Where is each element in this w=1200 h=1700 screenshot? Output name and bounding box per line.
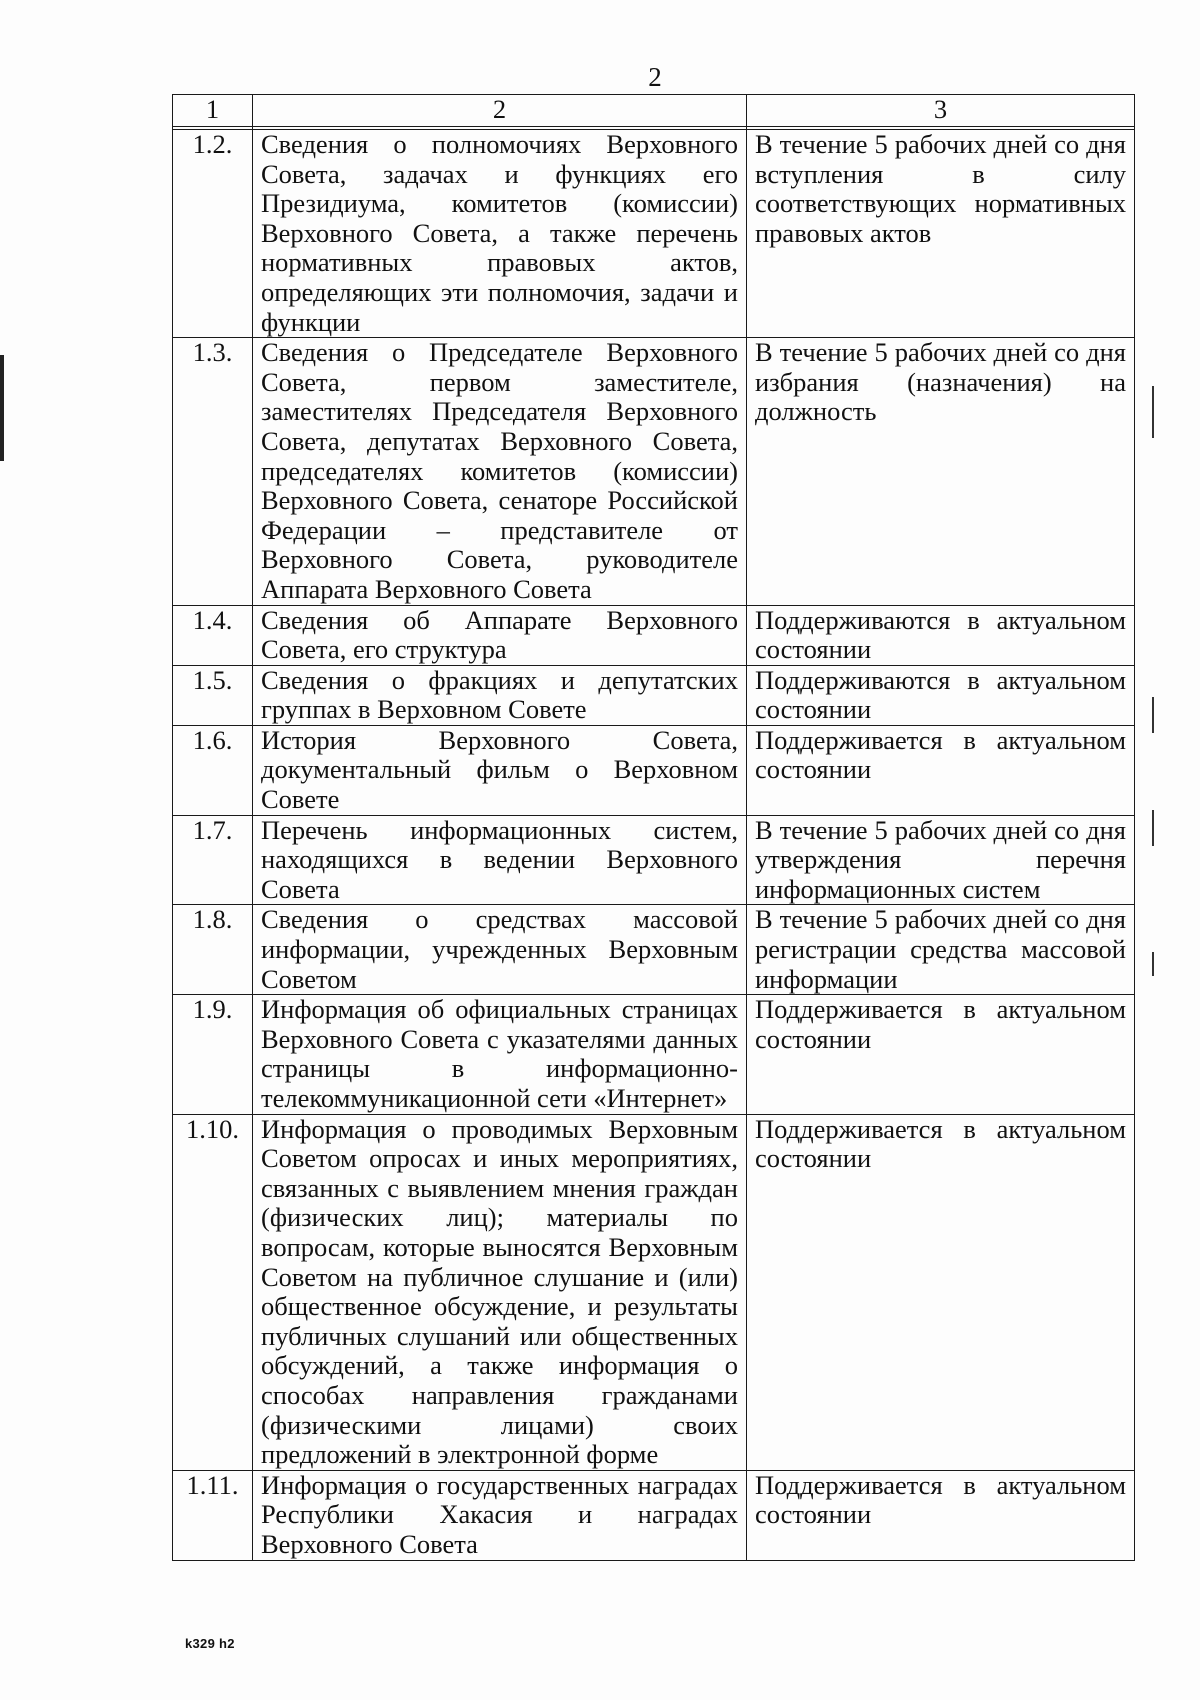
table-row: [173, 725, 1135, 815]
page-number: 2: [648, 62, 662, 92]
row-description: История Верховного Совета, документальный фильм о Верховном Совете: [253, 725, 747, 815]
row-deadline: Поддерживается в актуальном состоянии: [747, 1470, 1135, 1560]
row-deadline: В течение 5 рабочих дней со дня регистрации средства массовой информации: [747, 905, 1135, 995]
header-col-3: 3: [747, 95, 1135, 127]
row-description: Информация об официальных страницах Верховного Совета с указателями данных страницы в информационно-телекоммуникационной сети «Интернет»: [253, 995, 747, 1114]
info-table: [172, 94, 1135, 1561]
table-row: [173, 1114, 1135, 1470]
table-row: [173, 130, 1135, 338]
scan-edge-mark: [0, 355, 4, 461]
row-number: 1.8.: [173, 905, 253, 995]
row-number: 1.11.: [173, 1470, 253, 1560]
scan-edge-tick: [1152, 386, 1154, 438]
row-deadline: В течение 5 рабочих дней со дня избрания (назначения) на должность: [747, 338, 1135, 605]
row-deadline: Поддерживаются в актуальном состоянии: [747, 605, 1135, 665]
row-number: 1.6.: [173, 725, 253, 815]
row-description: Сведения о Председателе Верховного Совета, первом заместителе, заместителях Председателя Верховного Совета, депутатах Верховного Совета, председателях комитетов (комиссии) Верховного Совета, сенаторе Российской Федерации – представителе от Верховного Совета, руководителе Аппарата Верховного Совета: [253, 338, 747, 605]
row-deadline: Поддерживается в актуальном состоянии: [747, 1114, 1135, 1470]
header-col-1: 1: [173, 95, 253, 127]
row-deadline: Поддерживаются в актуальном состоянии: [747, 665, 1135, 725]
row-description: Сведения о полномочиях Верховного Совета, задачах и функциях его Президиума, комитетов (комиссии) Верховного Совета, а также перечень нормативных правовых актов, определяющих эти полномочия, задачи и функции: [253, 130, 747, 338]
table-row: [173, 605, 1135, 665]
table-row: [173, 665, 1135, 725]
row-deadline: Поддерживается в актуальном состоянии: [747, 725, 1135, 815]
table-row: [173, 338, 1135, 605]
row-number: 1.4.: [173, 605, 253, 665]
row-number: 1.2.: [173, 130, 253, 338]
row-description: Перечень информационных систем, находящихся в ведении Верховного Совета: [253, 815, 747, 905]
row-number: 1.9.: [173, 995, 253, 1114]
table-row: [173, 815, 1135, 905]
row-description: Сведения об Аппарате Верховного Совета, его структура: [253, 605, 747, 665]
row-description: Информация о государственных наградах Республики Хакасия и наградах Верховного Совета: [253, 1470, 747, 1560]
row-description: Сведения о средствах массовой информации, учрежденных Верховным Советом: [253, 905, 747, 995]
row-number: 1.3.: [173, 338, 253, 605]
row-deadline: Поддерживается в актуальном состоянии: [747, 995, 1135, 1114]
row-number: 1.5.: [173, 665, 253, 725]
document-code: k329 h2: [185, 1636, 235, 1651]
table-row: [173, 1470, 1135, 1560]
row-description: Информация о проводимых Верховным Советом опросах и иных мероприятиях, связанных с выявлением мнения граждан (физических лиц); материалы по вопросам, которые выносятся Верховным Советом на публичное слушание и (или) общественное обсуждение, и результаты публичных слушаний или общественных обсуждений, а также информация о способах направления гражданами (физическими лицами) своих предложений в электронной форме: [253, 1114, 747, 1470]
table-row: [173, 905, 1135, 995]
scan-edge-tick: [1152, 697, 1154, 733]
header-col-2: 2: [253, 95, 747, 127]
row-number: 1.7.: [173, 815, 253, 905]
row-number: 1.10.: [173, 1114, 253, 1470]
scan-edge-tick: [1152, 810, 1154, 846]
row-description: Сведения о фракциях и депутатских группах в Верховном Совете: [253, 665, 747, 725]
table-header-row: [173, 95, 1135, 127]
scan-edge-tick: [1152, 952, 1154, 976]
table-row: [173, 995, 1135, 1114]
row-deadline: В течение 5 рабочих дней со дня утверждения перечня информационных систем: [747, 815, 1135, 905]
row-deadline: В течение 5 рабочих дней со дня вступления в силу соответствующих нормативных правовых актов: [747, 130, 1135, 338]
